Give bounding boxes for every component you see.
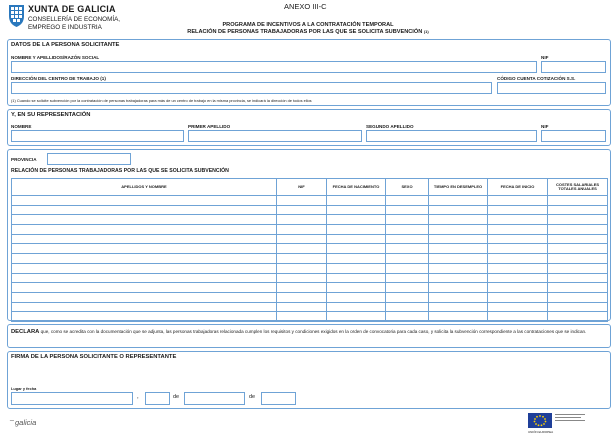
provincia-field[interactable] [47, 153, 131, 165]
table-cell[interactable] [488, 244, 548, 254]
table-cell[interactable] [327, 254, 386, 264]
table-cell[interactable] [548, 225, 608, 235]
col-costes-salariales: COSTES SALARIALES TOTALES ANUALES [548, 179, 608, 196]
name-label: NOMBRE Y APELLIDOS/RAZÓN SOCIAL [11, 55, 100, 60]
eu-text-line-3 [555, 420, 585, 421]
table-cell[interactable] [548, 196, 608, 206]
sep-de-2: de [249, 394, 256, 400]
table-cell[interactable] [488, 254, 548, 264]
table-cell[interactable] [277, 244, 327, 254]
rep-apellido2-field[interactable] [366, 130, 537, 142]
month-field[interactable] [184, 392, 245, 405]
table-cell[interactable] [327, 263, 386, 273]
table-cell[interactable] [12, 254, 277, 264]
representacion-title: Y, EN SU REPRESENTACIÓN [11, 112, 91, 118]
table-cell[interactable] [429, 273, 488, 283]
table-cell[interactable] [386, 234, 429, 244]
table-cell[interactable] [488, 205, 548, 215]
table-cell[interactable] [429, 196, 488, 206]
col-fecha-inicio: FECHA DE INICIO [488, 179, 548, 196]
table-cell[interactable] [386, 225, 429, 235]
ccc-label: CÓDIGO CUENTA COTIZACIÓN S.S. [497, 76, 576, 81]
table-cell[interactable] [548, 254, 608, 264]
place-comma: , [137, 394, 139, 400]
representacion-section [7, 109, 611, 146]
table-cell[interactable] [429, 292, 488, 302]
table-cell[interactable] [488, 302, 548, 312]
nif-label: NIF [541, 55, 549, 60]
table-cell[interactable] [277, 263, 327, 273]
sep-de-1: de [173, 394, 180, 400]
table-cell[interactable] [277, 196, 327, 206]
rep-apellido1-field[interactable] [188, 130, 362, 142]
rep-nombre-field[interactable] [11, 130, 184, 142]
table-row [12, 225, 608, 235]
table-cell[interactable] [277, 205, 327, 215]
workers-table [11, 178, 608, 322]
eu-logo [528, 413, 588, 439]
table-row [12, 263, 608, 273]
col-nif: NIF [277, 179, 327, 196]
table-cell[interactable] [386, 312, 429, 322]
table-cell[interactable] [327, 312, 386, 322]
table-cell[interactable] [488, 234, 548, 244]
relacion-title: RELACIÓN DE PERSONAS TRABAJADORAS POR LAS QUE SE SOLICITA SUBVENCIÓN [11, 168, 229, 174]
table-cell[interactable] [548, 205, 608, 215]
rep-nombre-label: NOMBRE [11, 124, 32, 129]
table-cell[interactable] [277, 215, 327, 225]
rep-nif-label: NIF [541, 124, 549, 129]
table-cell[interactable] [12, 205, 277, 215]
table-cell[interactable] [488, 292, 548, 302]
table-cell[interactable] [548, 244, 608, 254]
table-cell[interactable] [386, 292, 429, 302]
table-cell[interactable] [277, 312, 327, 322]
day-field[interactable] [145, 392, 170, 405]
table-cell[interactable] [12, 234, 277, 244]
table-cell[interactable] [429, 312, 488, 322]
galicia-brand-text: galicia [15, 418, 37, 427]
table-cell[interactable] [327, 205, 386, 215]
table-cell[interactable] [548, 302, 608, 312]
place-field[interactable] [11, 392, 133, 405]
table-cell[interactable] [327, 273, 386, 283]
table-cell[interactable] [548, 292, 608, 302]
firma-section [7, 351, 611, 409]
place-date-label: Lugar y fecha [11, 386, 37, 391]
table-row [12, 244, 608, 254]
eu-label: UNIÓN EUROPEA [528, 430, 554, 434]
annex-label: ANEXO III-C [284, 2, 327, 11]
table-cell[interactable] [429, 302, 488, 312]
address-label: DIRECCIÓN DEL CENTRO DE TRABAJO (1) [11, 76, 106, 81]
galicia-brand-logo [8, 414, 53, 430]
table-row [12, 292, 608, 302]
table-cell[interactable] [548, 312, 608, 322]
table-cell[interactable] [277, 302, 327, 312]
table-cell[interactable] [327, 302, 386, 312]
col-apellidos-nombre: APELLIDOS Y NOMBRE [12, 179, 277, 196]
logo-subtitle-2: EMPREGO E INDUSTRIA [28, 23, 102, 31]
table-row [12, 234, 608, 244]
rep-apellido2-label: SEGUNDO APELLIDO [366, 124, 414, 129]
declaracion-text [11, 329, 607, 337]
table-cell[interactable] [327, 215, 386, 225]
ccc-field[interactable] [497, 82, 606, 94]
table-row [12, 215, 608, 225]
table-cell[interactable] [386, 196, 429, 206]
table-cell[interactable] [429, 234, 488, 244]
declaracion-section [7, 324, 611, 348]
table-cell[interactable] [386, 244, 429, 254]
solicitante-section [7, 39, 611, 106]
table-row [12, 196, 608, 206]
table-cell[interactable] [548, 263, 608, 273]
table-cell[interactable] [488, 273, 548, 283]
document-title-2 [158, 29, 458, 35]
table-cell[interactable] [429, 254, 488, 264]
table-cell[interactable] [12, 263, 277, 273]
firma-title: FIRMA DE LA PERSONA SOLICITANTE O REPRESENTANTE [11, 354, 177, 360]
declaracion-body: que, como se acredita con la documentación que se adjunta, las personas trabajadoras relacionada cumplen los requisitos y condiciones exigidos en la orden de convocatoria para cada caso, y solicita la subvención correspondiente a las contrataciones que se indican. [39, 329, 587, 334]
table-row [12, 254, 608, 264]
col-fecha-nacimiento: FECHA DE NACIMIENTO [327, 179, 386, 196]
year-field[interactable] [261, 392, 296, 405]
table-cell[interactable] [386, 205, 429, 215]
table-cell[interactable] [327, 244, 386, 254]
rep-nif-field[interactable] [541, 130, 606, 142]
table-cell[interactable] [548, 234, 608, 244]
document-title-1: PROGRAMA DE INCENTIVOS A LA CONTRATACIÓN TEMPORAL [222, 22, 394, 28]
xunta-cross-icon [8, 4, 25, 28]
address-field[interactable] [11, 82, 492, 94]
table-cell[interactable] [386, 254, 429, 264]
table-cell[interactable] [386, 302, 429, 312]
table-cell[interactable] [488, 196, 548, 206]
table-row [12, 312, 608, 322]
eu-text-line-2 [555, 417, 581, 418]
table-cell[interactable] [429, 225, 488, 235]
col-tiempo-desempleo: TIEMPO EN DESEMPLEO [429, 179, 488, 196]
table-cell[interactable] [386, 215, 429, 225]
table-row [12, 273, 608, 283]
table-cell[interactable] [12, 283, 277, 293]
table-cell[interactable] [386, 273, 429, 283]
table-cell[interactable] [12, 292, 277, 302]
table-cell[interactable] [429, 205, 488, 215]
document-title-2-note: (1) [423, 29, 429, 34]
logo-subtitle-1: CONSELLERÍA DE ECONOMÍA, [28, 16, 121, 23]
table-cell[interactable] [277, 254, 327, 264]
table-cell[interactable] [12, 312, 277, 322]
table-row [12, 302, 608, 312]
table-cell[interactable] [548, 215, 608, 225]
col-sexo: SEXO [386, 179, 429, 196]
xunta-logo [8, 4, 158, 34]
table-cell[interactable] [548, 273, 608, 283]
table-cell[interactable] [488, 312, 548, 322]
table-cell[interactable] [429, 215, 488, 225]
table-cell[interactable] [386, 263, 429, 273]
table-cell[interactable] [327, 234, 386, 244]
table-cell[interactable] [327, 196, 386, 206]
table-cell[interactable] [12, 302, 277, 312]
table-cell[interactable] [12, 244, 277, 254]
address-footnote: (1) Cuando se solicite subvención por la contratación de personas trabajadoras para más de un centro de trabajo en la misma provincia, se indicará la dirección de todos ellos [11, 98, 312, 103]
table-cell[interactable] [327, 292, 386, 302]
table-cell[interactable] [488, 283, 548, 293]
name-field[interactable] [11, 61, 537, 73]
table-cell[interactable] [12, 273, 277, 283]
table-cell[interactable] [12, 196, 277, 206]
table-cell[interactable] [548, 283, 608, 293]
eu-flag-icon [528, 413, 552, 428]
table-cell[interactable] [277, 273, 327, 283]
solicitante-title: DATOS DE LA PERSONA SOLICITANTE [11, 42, 120, 48]
table-cell[interactable] [12, 225, 277, 235]
relacion-section [7, 149, 611, 321]
table-cell[interactable] [488, 263, 548, 273]
table-cell[interactable] [277, 225, 327, 235]
table-header-row [12, 179, 608, 196]
table-cell[interactable] [488, 225, 548, 235]
table-body [12, 196, 608, 322]
table-row [12, 283, 608, 293]
table-cell[interactable] [327, 225, 386, 235]
declaracion-lead: DECLARA [11, 329, 40, 335]
nif-field[interactable] [541, 61, 606, 73]
table-cell[interactable] [429, 283, 488, 293]
table-cell[interactable] [429, 263, 488, 273]
table-cell[interactable] [327, 283, 386, 293]
table-cell[interactable] [277, 283, 327, 293]
eu-text-line-1 [555, 414, 585, 415]
rep-apellido1-label: PRIMER APELLIDO [188, 124, 231, 129]
table-cell[interactable] [429, 244, 488, 254]
table-cell[interactable] [277, 234, 327, 244]
table-row [12, 205, 608, 215]
table-cell[interactable] [12, 215, 277, 225]
provincia-label: PROVINCIA [11, 157, 37, 162]
logo-title: XUNTA DE GALICIA [28, 4, 116, 14]
galicia-brand-mark: _ [10, 414, 14, 421]
document-title-2-text: RELACIÓN DE PERSONAS TRABAJADORAS POR LAS QUE SE SOLICITA SUBVENCIÓN [187, 29, 423, 35]
table-cell[interactable] [277, 292, 327, 302]
table-cell[interactable] [488, 215, 548, 225]
table-cell[interactable] [386, 283, 429, 293]
